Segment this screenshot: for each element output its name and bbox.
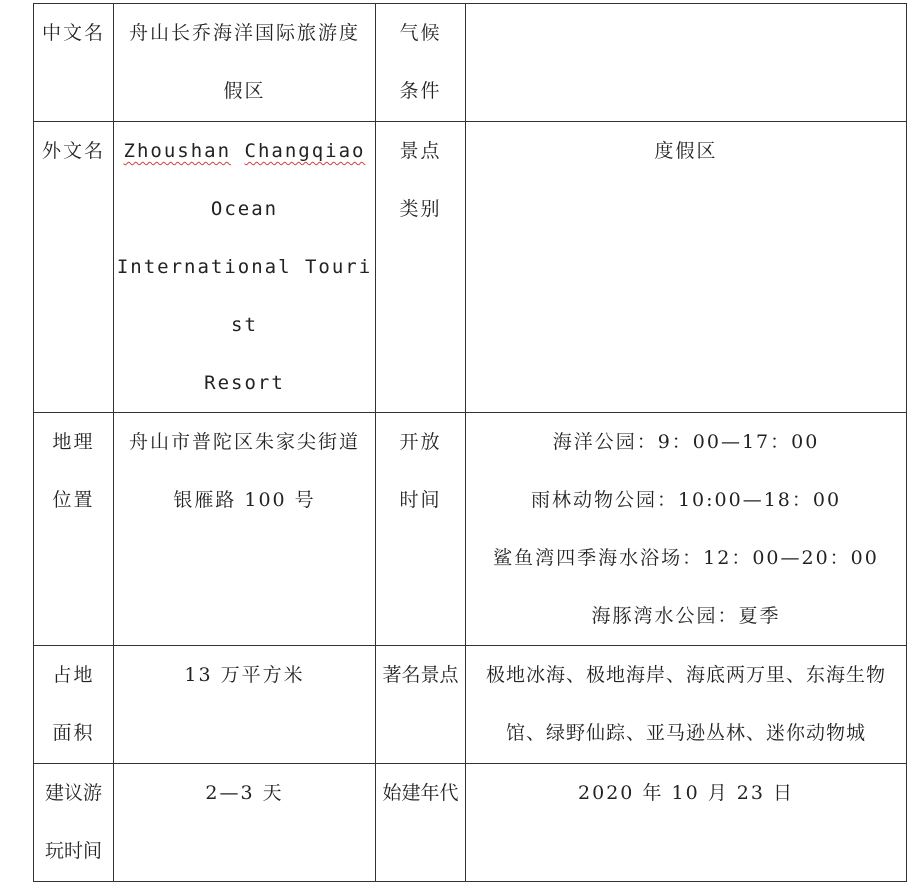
- table-row-area: [34, 646, 907, 764]
- value-opening-hours: [466, 413, 907, 646]
- label-chinese-name: 中文名: [34, 4, 114, 122]
- label-suggested-time: 建议游 玩时间: [34, 764, 114, 882]
- spell-error-word: Zhoushan: [123, 140, 232, 162]
- table-row-suggested-time: [34, 764, 907, 882]
- value-suggested-time: 2—3 天: [114, 764, 376, 882]
- label-climate: 气候 条件: [376, 4, 466, 122]
- label-famous-attractions: 著名景点: [376, 646, 466, 764]
- label-area: 占地 面积: [34, 646, 114, 764]
- value-founded-date: 2020 年 10 月 23 日: [466, 764, 907, 882]
- label-scenic-category: 景点 类别: [376, 122, 466, 413]
- value-scenic-category: 度假区: [466, 122, 907, 413]
- value-chinese-name: 舟山长乔海洋国际旅游度 假区: [114, 4, 376, 122]
- value-area: 13 万平方米: [114, 646, 376, 764]
- opening-hours-item: 雨林动物公园：10:00—18：00: [530, 489, 842, 511]
- opening-hours-item: 海豚湾水公园：夏季: [591, 605, 781, 627]
- label-location: 地理 位置: [34, 413, 114, 646]
- table-row-foreign-name: [34, 122, 907, 413]
- opening-hours-item: 鲨鱼湾四季海水浴场：12：00—20：00: [493, 547, 879, 569]
- table-row-chinese-name: [34, 4, 907, 122]
- table-row-location: [34, 413, 907, 646]
- opening-hours-item: 海洋公园：9：00—17：00: [552, 431, 820, 453]
- value-famous-attractions: 极地冰海、极地海岸、海底两万里、东海生物 馆、绿野仙踪、亚马逊丛林、迷你动物城: [466, 646, 907, 764]
- spell-error-word: Changqiao: [244, 140, 366, 162]
- label-founded-date: 始建年代: [376, 764, 466, 882]
- label-opening-hours: 开放 时间: [376, 413, 466, 646]
- value-climate: [466, 4, 907, 122]
- value-foreign-name: Zhoushan Changqiao Ocean International Tourist Resort: [114, 122, 376, 413]
- resort-info-table: [33, 3, 907, 882]
- value-location: 舟山市普陀区朱家尖街道 银雁路 100 号: [114, 413, 376, 646]
- label-foreign-name: 外文名: [34, 122, 114, 413]
